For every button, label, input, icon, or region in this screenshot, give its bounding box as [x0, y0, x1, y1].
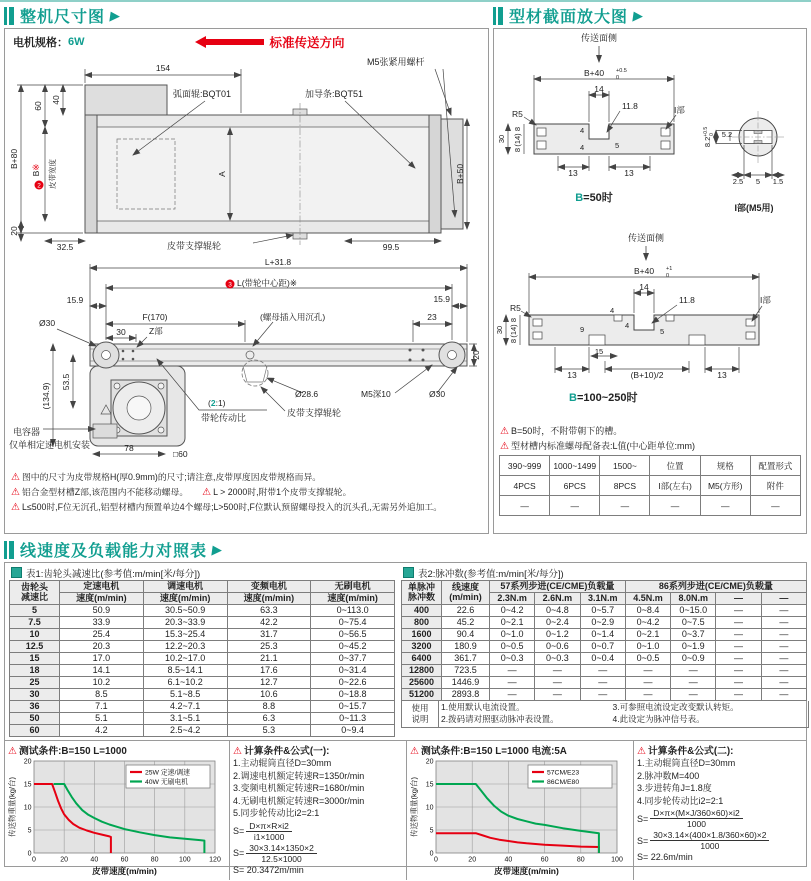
- dim-15-9-right: 15.9: [433, 294, 450, 304]
- svg-text:皮带速度(m/min): 皮带速度(m/min): [494, 866, 559, 876]
- svg-text:60: 60: [120, 856, 129, 864]
- gear-ratio-table-block: [9, 565, 395, 737]
- svg-text:40: 40: [90, 856, 99, 864]
- chart-title: ⚠ 测试条件:B=150 L=1000 电流:5A: [410, 746, 567, 757]
- dim-5: 5: [755, 177, 761, 186]
- dim-15-9-left: 15.9: [66, 295, 84, 305]
- formula-result: S= 22.6m/min: [637, 852, 693, 862]
- header-bar-icon: [9, 7, 14, 25]
- col-header-torque: 4.5N.m: [625, 593, 670, 605]
- warning-icon: ⚠: [637, 746, 646, 757]
- table-row: 7.5 33.9 20.3~33.9 42.2 0~75.4: [10, 617, 395, 629]
- conveyor-top-view-drawing: [5, 53, 481, 251]
- col-header-linespeed: 线速度 (m/min): [442, 581, 490, 605]
- dim-14-paren: (14): [513, 133, 522, 147]
- formula-fraction: [233, 843, 403, 864]
- pulse-table-block: [401, 565, 809, 737]
- formula-line: 3.变频电机额定转速R=1680r/min: [233, 783, 365, 793]
- dim-134-9: (134.9): [41, 382, 51, 410]
- warning-icon: ⚠: [11, 502, 20, 513]
- dim-154: 154: [155, 63, 171, 73]
- table-square-icon: [11, 567, 22, 578]
- formula-line: 2.调速电机额定转速R=1350r/min: [233, 770, 365, 781]
- col-header-motor: 调速电机: [143, 581, 227, 593]
- svg-text:0: 0: [429, 850, 434, 858]
- dim-20: 20: [471, 350, 481, 360]
- arc-roller-label: 弧面辊:BQT01: [173, 89, 232, 99]
- counterbore-label: (螺母插入用沉孔): [260, 312, 326, 322]
- i-zone-label: I部: [674, 105, 685, 115]
- dia-28-6: Ø28.6: [295, 389, 319, 399]
- table-row: 400 22.6 0~4.2 0~4.8 0~5.7 0~8.4 0~15.0 — —: [402, 605, 807, 617]
- table-row: 800 45.2 0~2.1 0~2.4 0~2.9 0~4.2 0~7.5 — —: [402, 617, 807, 629]
- formula-fraction: [637, 830, 803, 851]
- dim-B40: B+40: [633, 266, 655, 276]
- svg-text:86CM/E80: 86CM/E80: [547, 779, 580, 786]
- svg-text:40W 无刷电机: 40W 无刷电机: [145, 779, 189, 786]
- dim-14-paren: (14): [509, 324, 518, 338]
- formula-line: 4.无刷电机额定转速R=3000r/min: [233, 795, 365, 806]
- col-header-torque: 2.3N.m: [490, 593, 535, 605]
- direction-indicator: [195, 33, 345, 51]
- formula-title: ⚠ 计算条件&公式(一):: [233, 746, 330, 757]
- page-top-accent-line: [0, 0, 811, 2]
- section-header: [493, 3, 807, 28]
- col-header-speed: 速度(m/min): [227, 593, 311, 605]
- dim-30: 30: [497, 134, 506, 144]
- left-arrow-icon: [206, 39, 264, 45]
- caption-b50: B=50时: [575, 192, 613, 204]
- svg-text:100: 100: [611, 856, 623, 864]
- warning-icon: ⚠: [410, 746, 419, 757]
- dimension-lines: [508, 75, 676, 171]
- warning-icon: ⚠: [233, 746, 242, 757]
- formula-title: ⚠ 计算条件&公式(二):: [637, 746, 734, 757]
- col-header-speed: 速度(m/min): [143, 593, 227, 605]
- conveying-face-label: 传送面侧: [627, 233, 665, 243]
- note-text: 铝合金型材槽Z部,该范围内不能移动螺母。: [21, 487, 189, 497]
- chart-panel-steppers: [407, 741, 634, 880]
- table-row: 10 25.4 15.3~25.4 31.7 0~56.5: [10, 629, 395, 641]
- capacitor-label: 电容器: [13, 427, 41, 437]
- formula-line: 2.脉冲数M=400: [637, 770, 700, 781]
- arrow-right-icon: ▶: [211, 541, 224, 557]
- title-text: 型材槽内标准螺母配备表:L值(中心距单位:mm): [510, 441, 695, 451]
- direction-label: 标准传送方向: [269, 36, 345, 50]
- s-label: S=: [637, 813, 649, 824]
- profile-outline: [534, 124, 674, 154]
- table-row: 6400 361.7 0~0.3 0~0.3 0~0.4 0~0.5 0~0.9 — —: [402, 653, 807, 665]
- conveyor-body: [85, 85, 463, 239]
- numerator: D×π×(M×J/360×60)×i2: [650, 808, 742, 819]
- table-row: 60 4.2 2.5~4.2 5.3 0~9.4: [10, 725, 395, 737]
- warning-icon: ⚠: [202, 487, 212, 498]
- usage-items: [439, 701, 808, 727]
- dim-9: 9: [580, 325, 585, 334]
- svg-text:传送物重量(kg/台): 传送物重量(kg/台): [7, 777, 17, 837]
- speed-load-box: [4, 562, 807, 876]
- cross-section-b100-250-drawing: [494, 229, 800, 419]
- col-header-torque: 8.0N.m: [671, 593, 716, 605]
- col-header-speed: 速度(m/min): [60, 593, 144, 605]
- formula-line: 3.步进转角J=1.8度: [637, 783, 712, 793]
- section-title: 线速度及负载能力对照表: [20, 543, 208, 560]
- dim-1-5: 1.5: [772, 177, 784, 186]
- dim-B50: B+50: [455, 163, 465, 185]
- warning-icon: ⚠: [11, 487, 20, 498]
- svg-text:80: 80: [576, 856, 585, 864]
- belt-support-roller-label: 皮带支撑辊轮: [167, 241, 222, 251]
- dim-square-60: □60: [173, 449, 188, 459]
- nut-table-title: [494, 439, 806, 454]
- numerator: D×π×R×i2: [246, 821, 292, 832]
- formula-line: 1.主动辊筒直径D=30mm: [233, 758, 332, 768]
- dim-B10-2: (B+10)/2: [630, 370, 664, 380]
- svg-text:传送物重量(kg/台): 传送物重量(kg/台): [409, 777, 419, 837]
- usage-notes: [401, 701, 809, 728]
- dim-15: 15: [594, 347, 604, 356]
- col-header-motor: 无刷电机: [311, 581, 395, 593]
- col-header-torque: —: [716, 593, 761, 605]
- dim-60: 60: [33, 101, 43, 111]
- numerator: 30×3.14×1350×2: [246, 843, 317, 854]
- table2-body: [402, 605, 807, 701]
- caption-i-slot: I部(M5用): [734, 203, 774, 213]
- header-cell: 位置: [650, 456, 700, 476]
- svg-text:57CM/E23: 57CM/E23: [547, 769, 580, 777]
- header-cell: 1500~: [600, 456, 650, 476]
- dim-4b: 4: [580, 143, 585, 152]
- col-header-speed: 速度(m/min): [311, 593, 395, 605]
- formula-line: 4.同步轮传动比i2=2:1: [637, 795, 724, 806]
- table1-head: [10, 581, 395, 605]
- svg-text:10: 10: [23, 804, 32, 812]
- dim-8-bottom: 8: [509, 338, 518, 344]
- s-label: S=: [637, 835, 649, 846]
- svg-text:25W 定速/调速: 25W 定速/调速: [145, 769, 190, 777]
- dim-99-5: 99.5: [382, 242, 400, 252]
- overall-dims-box: [4, 28, 489, 534]
- usage-item: 1.使用默认电流设置。: [441, 702, 525, 712]
- header-bar-icon: [9, 541, 14, 559]
- dia-30-left: Ø30: [39, 318, 56, 328]
- svg-text:15: 15: [23, 781, 32, 789]
- table-row: 30 8.5 5.1~8.5 10.6 0~18.8: [10, 689, 395, 701]
- table-row: 25600 1446.9 — — — — — — —: [402, 677, 807, 689]
- support-roller-bracket: [243, 366, 267, 382]
- usage-item: 2.拨码请对照驱动脉冲表设置。: [441, 714, 559, 724]
- section-profile-cross-section: [493, 3, 807, 534]
- dim-4b: 4: [625, 321, 630, 330]
- chart-panel-gear-motors: [5, 741, 230, 880]
- dim-13a: 13: [568, 168, 578, 178]
- dim-5-2: 5.2: [721, 130, 733, 139]
- belt-width-label: 皮带宽度: [48, 159, 57, 189]
- section-title: 整机尺寸图: [20, 9, 106, 26]
- svg-text:20: 20: [60, 856, 69, 864]
- dim-23: 23: [427, 312, 437, 322]
- dim-30: 30: [116, 327, 126, 337]
- table-row: 5 50.9 30.5~50.9 63.3 0~113.0: [10, 605, 395, 617]
- formula-line: 5.同步轮传动比i2=2:1: [233, 808, 320, 818]
- belt-width-code: B※: [31, 163, 41, 177]
- table2-head: [402, 581, 807, 605]
- cross-section-b50-drawing: [494, 29, 696, 229]
- svg-text:20: 20: [425, 758, 434, 766]
- profile-box: [493, 28, 807, 534]
- z-zone-label: Z部: [149, 326, 163, 336]
- radius-R5: R5: [510, 303, 521, 313]
- table2-title-row: [401, 565, 809, 580]
- section-overall-dimensions: [4, 3, 489, 534]
- header-cell: 配置形式: [750, 456, 800, 476]
- circled-3-number: 3: [228, 281, 232, 289]
- svg-text:60: 60: [540, 856, 549, 864]
- table-row: 12.5 20.3 12.2~20.3 25.3 0~45.2: [10, 641, 395, 653]
- tables-row: [5, 563, 806, 737]
- dim-5: 5: [660, 327, 665, 336]
- header-bar-icon: [493, 7, 496, 25]
- dim-4a: 4: [610, 306, 615, 315]
- denominator: 12.5×1000: [261, 853, 302, 864]
- dim-30: 30: [495, 325, 504, 335]
- dim-F170: F(170): [142, 312, 168, 322]
- header-cell: 390~999: [500, 456, 550, 476]
- note-text: L≤500时,F位无沉孔,铝型材槽内预置单边4个螺母;L>500时,F位默认预留螺母投入的沉头孔,无需另外追加工。: [21, 502, 443, 512]
- note-text: B=50时，不附带朝下的槽。: [510, 426, 623, 436]
- svg-text:20: 20: [23, 758, 32, 766]
- formula-panel-2: [634, 741, 806, 880]
- motor-spec-row: [5, 29, 488, 53]
- charts-and-formulas-row: [5, 740, 806, 880]
- section-title: 型材截面放大图: [509, 9, 629, 26]
- dim-4a: 4: [580, 126, 585, 135]
- tolerance-upper: +0.5: [616, 68, 627, 74]
- formula-result: S= 20.3472m/min: [233, 864, 304, 875]
- header-bar-icon: [4, 7, 7, 25]
- formula-panel-1: [230, 741, 407, 880]
- dim-8-top: 8: [513, 126, 522, 132]
- dim-B80: B+80: [9, 148, 19, 170]
- svg-text:5: 5: [429, 827, 434, 835]
- col-header-torque: 3.1N.m: [580, 593, 625, 605]
- dim-13b: 13: [717, 370, 727, 380]
- chart-title: ⚠ 测试条件:B=150 L=1000: [8, 746, 127, 757]
- formula-fraction: [637, 808, 803, 829]
- section-header: [4, 537, 807, 562]
- svg-text:120: 120: [209, 856, 221, 864]
- m5-depth-label: M5深10: [361, 389, 391, 399]
- section-speed-load: [4, 537, 807, 876]
- dim-40: 40: [51, 95, 61, 105]
- svg-text:100: 100: [178, 856, 191, 864]
- formula-line: 1.主动辊筒直径D=30mm: [637, 758, 736, 768]
- note-line: [11, 500, 482, 515]
- dim-78: 78: [124, 443, 134, 453]
- dim-8-top: 8: [509, 317, 518, 323]
- note-line: [11, 485, 482, 500]
- dim-11-8: 11.8: [622, 101, 638, 111]
- col-header-torque: —: [761, 593, 806, 605]
- dim-32-5: 32.5: [56, 242, 74, 252]
- usage-item: 4.此设定为脉冲信号表。: [612, 714, 705, 724]
- table-row: 36 7.1 4.2~7.1 8.8 0~15.7: [10, 701, 395, 713]
- dim-L-center-distance: L(带轮中心距)※: [237, 278, 298, 288]
- table-row: 12800 723.5 — — — — — — —: [402, 665, 807, 677]
- denominator: 1000: [687, 819, 706, 829]
- svg-text:0: 0: [32, 856, 36, 864]
- profile-note: [494, 424, 806, 439]
- dim-B40: B+40: [583, 68, 605, 78]
- gear-ratio-table: [9, 580, 395, 737]
- nut-table-body: [500, 476, 801, 516]
- header-bar-icon: [498, 7, 503, 25]
- note-text: L > 2000时,附带1个皮带支撑辊轮。: [213, 487, 352, 497]
- col-header-torque: 2.6N.m: [535, 593, 580, 605]
- table-header-row: [500, 456, 801, 476]
- guide-strip-label: 加导条:BQT51: [305, 89, 364, 99]
- pulley-ratio-label: 带轮传动比: [201, 413, 247, 423]
- usage-label: 使用 说明: [402, 701, 439, 727]
- svg-text:0: 0: [434, 856, 438, 864]
- dim-13b: 13: [624, 168, 634, 178]
- tolerance-lower: 0: [616, 75, 620, 81]
- dim-13a: 13: [567, 370, 577, 380]
- conveyor-side-view-drawing: [5, 256, 481, 463]
- table1-body: [10, 605, 395, 737]
- warning-icon: ⚠: [500, 441, 509, 452]
- radius-R5: R5: [512, 109, 523, 119]
- table-row: 4PCS 6PCS 8PCS I部(左右) M5(方形) 附件: [500, 476, 801, 496]
- group-header-86: 86系列步进(CE/CME)负载量: [625, 581, 806, 593]
- dim-L31-8: L+31.8: [264, 257, 292, 267]
- table2-title: 表2:脉冲数(参考值:m/min[米/每分]): [418, 568, 564, 580]
- s-label: S=: [233, 826, 245, 836]
- formula-fraction: [233, 821, 403, 842]
- table-row: 15 17.0 10.2~17.0 21.1 0~37.7: [10, 653, 395, 665]
- col-header-motor: 定速电机: [60, 581, 144, 593]
- dim-8-bottom: 8: [513, 147, 522, 153]
- svg-text:5: 5: [27, 827, 32, 835]
- dim-5: 5: [615, 141, 620, 150]
- warning-icon: ⚠: [500, 426, 509, 437]
- dim-2-5: 2.5: [732, 177, 744, 186]
- note-line: [11, 470, 482, 485]
- capacitor-note: 仅单相定速电机安装: [9, 440, 91, 450]
- table-row: 3200 180.9 0~0.5 0~0.6 0~0.7 0~1.0 0~1.9 — —: [402, 641, 807, 653]
- dimension-notes: [5, 468, 488, 517]
- svg-text:10: 10: [425, 804, 434, 812]
- tolerance-upper: +1: [666, 266, 673, 272]
- col-header-motor: 变频电机: [227, 581, 311, 593]
- svg-text:80: 80: [150, 856, 159, 864]
- dim-11-8: 11.8: [679, 295, 695, 305]
- table-row: — — — — — —: [500, 496, 801, 516]
- s-label: S=: [233, 848, 245, 858]
- m5-tension-rod-label: M5张紧用螺杆: [367, 57, 425, 67]
- section-header: [4, 3, 489, 28]
- table-row: 50 5.1 3.1~5.1 6.3 0~11.3: [10, 713, 395, 725]
- table-row: 18 14.1 8.5~14.1 17.6 0~31.4: [10, 665, 395, 677]
- motor-spec-label: 电机规格：: [13, 37, 68, 49]
- group-header-57: 57系列步进(CE/CME)负载量: [490, 581, 626, 593]
- caption-b100-250: B=100~250时: [569, 392, 638, 404]
- cross-section-row: [494, 29, 806, 229]
- table1-title: 表1:齿轮头减速比(参考值:m/min[米/每分]): [26, 568, 201, 580]
- i-zone-label: I部: [760, 295, 771, 305]
- note-text: 图中的尺寸为皮带规格H(厚0.9mm)的尺寸;请注意,皮带厚度因皮带规格而异。: [21, 472, 322, 482]
- side-body: [90, 342, 467, 446]
- pulse-table: [401, 580, 807, 701]
- conveying-face-label: 传送面侧: [580, 33, 618, 43]
- table1-title-row: [9, 565, 395, 580]
- dim-53-5: 53.5: [61, 373, 71, 391]
- warning-icon: ⚠: [11, 472, 20, 483]
- denominator: i1×1000: [253, 831, 285, 842]
- denominator: 1000: [700, 841, 720, 851]
- dim-14: 14: [639, 282, 649, 292]
- circled-2-number: 2: [37, 182, 41, 190]
- dim-A: A: [217, 171, 227, 177]
- dim-8-2: $8.2^{+0.5}0$: [703, 126, 715, 148]
- svg-text:0: 0: [27, 850, 32, 858]
- tolerance-lower: 0: [666, 273, 670, 279]
- load-speed-chart-25w-40w: [8, 757, 226, 881]
- warning-icon: ⚠: [8, 746, 17, 757]
- svg-text:皮带速度(m/min): 皮带速度(m/min): [92, 866, 157, 876]
- svg-text:15: 15: [425, 781, 434, 789]
- dim-20: 20: [9, 226, 19, 236]
- numerator: 30×3.14×(400×1.8/360×60)×2: [650, 830, 769, 841]
- arrow-right-icon: ▶: [632, 7, 645, 23]
- header-cell: 1000~1499: [550, 456, 600, 476]
- pulley-ratio: (2:1): [208, 398, 226, 408]
- arrow-right-icon: ▶: [109, 7, 122, 23]
- col-header-ratio: 齿轮头 减速比: [10, 581, 60, 605]
- dim-14: 14: [594, 84, 604, 94]
- table-square-icon: [403, 567, 414, 578]
- left-arrow-icon: [195, 36, 206, 48]
- col-header-pulse: 单脉冲 脉冲数: [402, 581, 442, 605]
- dia-30-right: Ø30: [429, 389, 446, 399]
- svg-text:20: 20: [468, 856, 477, 864]
- nut-config-table: [499, 455, 801, 516]
- table-row: 1600 90.4 0~1.0 0~1.2 0~1.4 0~2.1 0~3.7 — —: [402, 629, 807, 641]
- i-slot-detail-drawing: [696, 29, 804, 229]
- svg-text:40: 40: [504, 856, 513, 864]
- profile-outline: [529, 315, 759, 345]
- table-row: 25 10.2 6.1~10.2 12.7 0~22.6: [10, 677, 395, 689]
- belt-support-roller-label: 皮带支撑辊轮: [287, 408, 342, 418]
- header-bar-icon: [4, 541, 7, 559]
- load-speed-chart-57cm-86cm: [410, 757, 630, 881]
- table-row: 51200 2893.8 — — — — — — —: [402, 689, 807, 701]
- usage-item: 3.可参照电流设定改变默认转矩。: [612, 702, 739, 712]
- motor-spec-value: 6W: [68, 36, 85, 48]
- header-cell: 规格: [700, 456, 750, 476]
